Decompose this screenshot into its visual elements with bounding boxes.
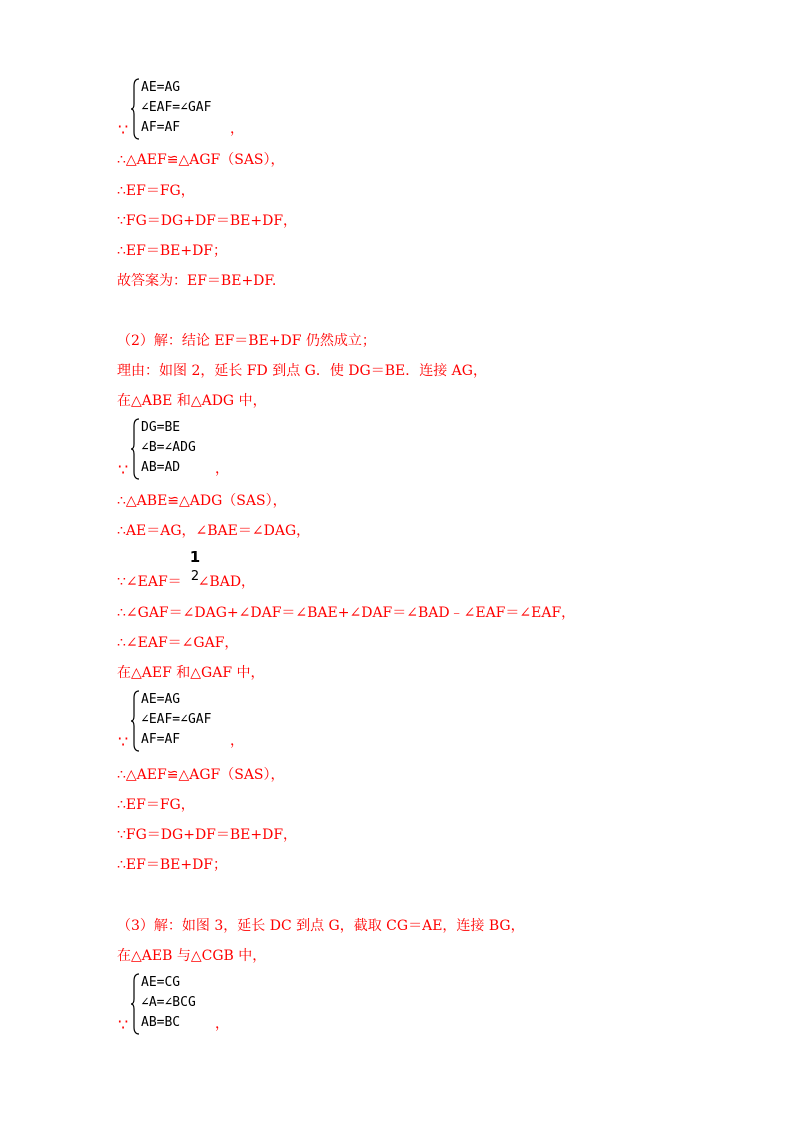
text-line: ∴EF＝BE+DF； xyxy=(117,243,228,259)
system-row: AE=CG xyxy=(141,975,181,990)
system-row: AF=AF xyxy=(141,732,181,747)
left-brace-icon xyxy=(131,418,140,480)
text-line: 在△AEF 和△GAF 中， xyxy=(117,665,265,681)
system-row: AB=AD xyxy=(141,460,181,475)
text-line: （3）解：如图 3，延长 DC 到点 G，截取 CG＝AE，连接 BG， xyxy=(117,918,525,934)
text-fragment: ∵∠EAF＝ xyxy=(117,574,182,590)
system-row: DG=BE xyxy=(141,420,181,435)
because-symbol: ∵ xyxy=(118,120,129,139)
text-line: ∴EF＝BE+DF； xyxy=(117,857,228,873)
because-symbol: ∵ xyxy=(118,732,129,751)
text-line: 在△AEB 与△CGB 中， xyxy=(117,948,267,964)
text-fragment: ∠BAD， xyxy=(197,574,256,590)
equation-system-2 xyxy=(117,418,417,480)
left-brace-icon xyxy=(131,78,140,140)
system-comma: ， xyxy=(230,733,244,749)
fraction-numerator: 1 xyxy=(189,548,201,566)
text-line: 在△ABE 和△ADG 中， xyxy=(117,393,267,409)
system-row: ∠A=∠BCG xyxy=(141,995,196,1010)
text-line: ∵FG＝DG+DF＝BE+DF， xyxy=(117,213,298,229)
left-brace-icon xyxy=(131,690,140,752)
fraction-denominator: 2 xyxy=(190,569,200,584)
system-row: AE=AG xyxy=(141,692,181,707)
system-row: AB=BC xyxy=(141,1015,181,1030)
fraction-line xyxy=(117,548,256,592)
text-line: ∴∠GAF＝∠DAG+∠DAF＝∠BAE+∠DAF＝∠BAD﹣∠EAF＝∠EAF， xyxy=(117,605,576,621)
equation-system-1 xyxy=(117,78,417,140)
system-comma: ， xyxy=(215,1016,229,1032)
fraction-one-half xyxy=(188,550,202,584)
text-line: ∴△AEF≌△AGF（SAS）， xyxy=(117,767,285,783)
text-line: ∴AE＝AG，∠BAE＝∠DAG， xyxy=(117,523,311,539)
system-row: AF=AF xyxy=(141,120,181,135)
text-line: ∴∠EAF＝∠GAF， xyxy=(117,635,239,651)
system-row: ∠EAF=∠GAF xyxy=(141,100,212,115)
equation-system-3 xyxy=(117,690,417,752)
equation-system-4 xyxy=(117,973,417,1035)
left-brace-icon xyxy=(131,973,140,1035)
system-row: ∠EAF=∠GAF xyxy=(141,712,212,727)
text-line: 理由：如图 2，延长 FD 到点 G．使 DG＝BE．连接 AG， xyxy=(117,363,487,379)
text-line: （2）解：结论 EF＝BE+DF 仍然成立； xyxy=(117,333,376,349)
system-comma: ， xyxy=(215,461,229,477)
because-symbol: ∵ xyxy=(118,460,129,479)
text-line: ∴△ABE≌△ADG（SAS）， xyxy=(117,493,287,509)
because-symbol: ∵ xyxy=(118,1015,129,1034)
text-line: 故答案为：EF＝BE+DF. xyxy=(117,273,277,289)
system-comma: ， xyxy=(230,121,244,137)
text-line: ∵FG＝DG+DF＝BE+DF， xyxy=(117,827,298,843)
text-line: ∴△AEF≌△AGF（SAS）， xyxy=(117,152,285,168)
system-row: AE=AG xyxy=(141,80,181,95)
system-row: ∠B=∠ADG xyxy=(141,440,196,455)
text-line: ∴EF＝FG， xyxy=(117,797,195,813)
text-line: ∴EF＝FG， xyxy=(117,183,195,199)
